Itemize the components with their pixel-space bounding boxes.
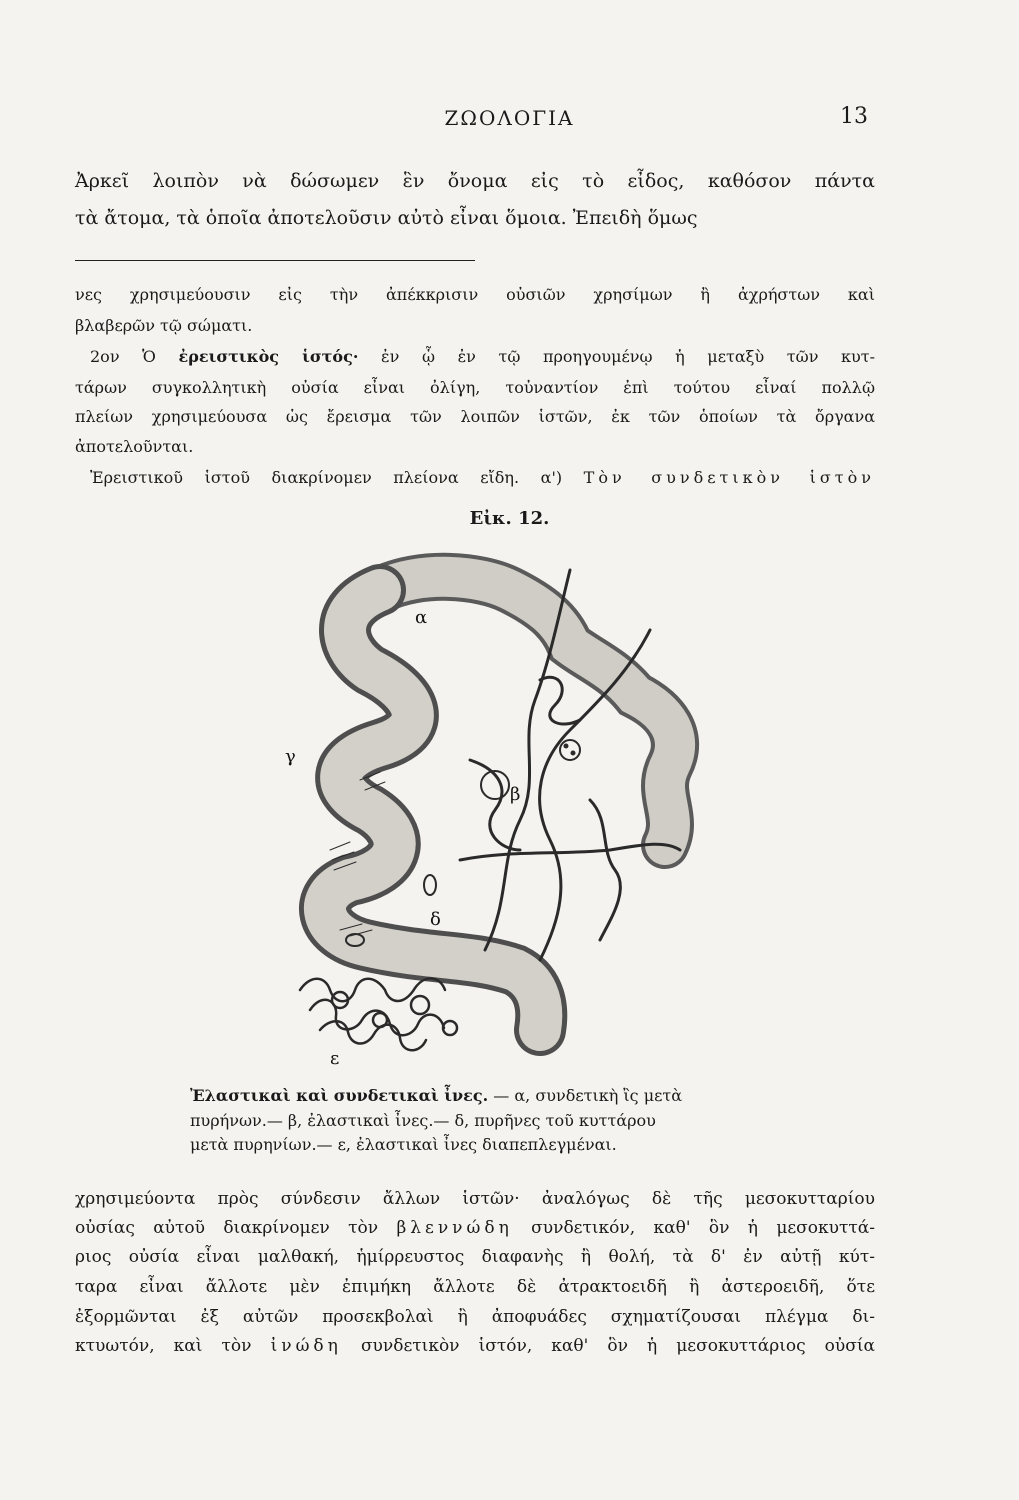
figure-letter-delta: δ <box>430 909 441 930</box>
footnote-line-7-spaced: Τὸν συνδετικὸν ἱστὸν <box>583 468 875 487</box>
footnote-heading-bold: ἐρειστικὸς ἱστός· <box>178 347 359 366</box>
figure-letter-beta: β <box>510 784 521 805</box>
body-line-6-prefix: κτυωτόν, καὶ τὸν <box>75 1336 252 1356</box>
footnote-line-2: βλαβερῶν τῷ σώματι. <box>75 316 253 335</box>
body-line-2-rest: συνδετικόν, καθ' ὃν ἡ μεσοκυττά- <box>531 1218 876 1238</box>
caption-line-3: μετὰ πυρηνίων.— ε, ἐλαστικαὶ ἶνες διαπεπλεγμέναι. <box>190 1135 617 1154</box>
footnote-line-6: ἀποτελοῦνται. <box>75 437 194 456</box>
caption-line-1 <box>190 1085 820 1107</box>
footnote-line-1: νες χρησιμεύουσιν εἰς τὴν ἀπέκκρισιν οὐσιῶν χρησίμων ἢ ἀχρήστων καὶ <box>75 285 875 304</box>
body-line-5: ἐξορμῶνται ἐξ αὐτῶν προσεκβολαὶ ἢ ἀποφυάδες σχηματίζουσαι πλέγμα δι- <box>75 1307 875 1327</box>
elastic-fiber-6 <box>590 800 620 940</box>
footnote-rule <box>75 260 475 261</box>
body-line-3: ριος οὐσία εἶναι μαλθακή, ἡμίρρευστος διαφανὴς ἢ θολή, τὰ δ' ἐν αὐτῇ κύτ- <box>75 1247 875 1267</box>
footnote-line-3 <box>75 344 875 370</box>
body-line-6 <box>75 1333 875 1359</box>
tangled-fibers-e <box>300 978 457 1050</box>
page-number: 13 <box>840 104 868 129</box>
caption-line-1-rest: — α, συνδετικὴ ἲς μετὰ <box>493 1086 683 1105</box>
body-line-4: ταρα εἶναι ἄλλοτε μὲν ἐπιμήκη ἄλλοτε δὲ ἀτρακτοειδῆ ἢ ἀστεροειδῆ, ὅτε <box>75 1277 875 1297</box>
body-line-1: χρησιμεύοντα πρὸς σύνδεσιν ἄλλων ἱστῶν· ἀναλόγως δὲ τῆς μεσοκυτταρίου <box>75 1189 875 1209</box>
footnote-line-5: πλείων χρησιμεύουσα ὡς ἔρεισμα τῶν λοιπῶν ἱστῶν, ἐκ τῶν ὁποίων τὰ ὄργανα <box>75 407 875 426</box>
top-paragraph-line-1: Ἀρκεῖ λοιπὸν νὰ δώσωμεν ἓν ὄνομα εἰς τὸ εἶδος, καθόσον πάντα <box>75 170 875 192</box>
footnote-line-7 <box>75 465 875 491</box>
body-line-6-rest: συνδετικὸν ἱστόν, καθ' ὃν ἡ μεσοκυττάριος οὐσία <box>360 1336 876 1356</box>
body-line-2 <box>75 1215 875 1241</box>
figure-letter-alpha: α <box>415 607 428 628</box>
body-line-2-prefix: οὐσίας αὐτοῦ διακρίνομεν τὸν <box>75 1218 379 1238</box>
footnote-line-7-prefix: Ἐρειστικοῦ ἱστοῦ διακρίνομεν πλείονα εἴδη. α') <box>90 468 563 487</box>
elastic-fiber-4 <box>540 677 580 724</box>
body-line-2-spaced: βλεννώδη <box>396 1218 513 1238</box>
caption-title: Ἐλαστικαὶ καὶ συνδετικαὶ ἶνες. <box>190 1086 489 1105</box>
figure-letter-epsilon: ε <box>330 1048 340 1069</box>
footnote-line-4: τάρων συγκολλητικὴ οὐσία εἶναι ὀλίγη, τοὐναντίον ἐπὶ τούτου εἶναί πολλῷ <box>75 378 875 397</box>
footnote-line-3-prefix: 2ον Ὁ <box>90 347 156 366</box>
figure-letter-gamma: γ <box>285 746 296 767</box>
figure-illustration <box>270 550 720 1075</box>
running-header-title: ΖΩΟΛΟΓΙΑ <box>444 106 575 130</box>
top-paragraph-line-2: τὰ ἄτομα, τὰ ὁποῖα ἀποτελοῦσιν αὐτὸ εἶναι ὅμοια. Ἐπειδὴ ὅμως <box>75 207 698 229</box>
footnote-line-3-rest: ἐν ᾧ ἐν τῷ προηγουμένῳ ἡ μεταξὺ τῶν κυτ- <box>381 347 876 366</box>
body-line-6-spaced: ἰνώδη <box>270 1336 342 1356</box>
figure-label: Εἰκ. 12. <box>469 508 550 529</box>
caption-line-2: πυρήνων.— β, ἐλαστικαὶ ἶνες.— δ, πυρῆνες τοῦ κυττάρου <box>190 1111 656 1130</box>
